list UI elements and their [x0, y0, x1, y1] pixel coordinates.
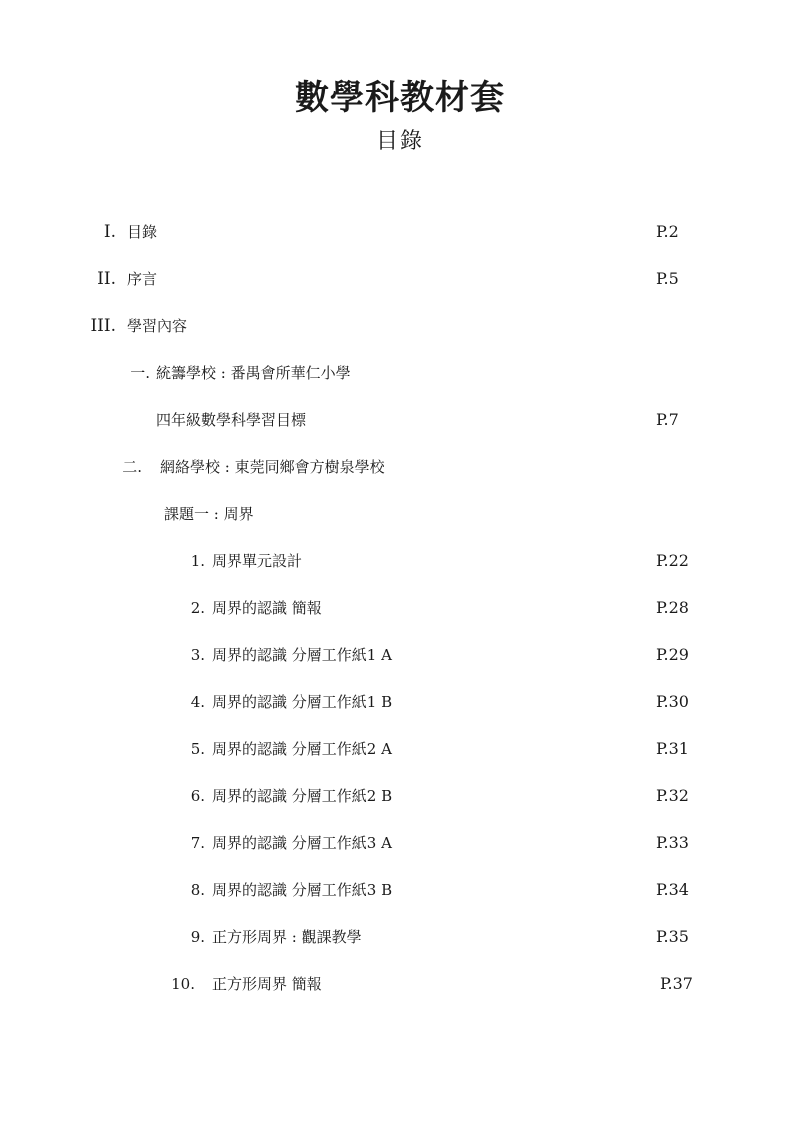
- toc-entry-text: 正方形周界 簡報: [212, 975, 322, 993]
- toc-entry-page: P.33: [656, 833, 689, 852]
- toc-entry-page: P.32: [656, 786, 689, 805]
- toc-entry-page: P.22: [656, 551, 689, 570]
- toc-entry-page: P.28: [656, 598, 689, 617]
- toc-entry-number: 一.: [130, 364, 150, 382]
- toc-entry-text: 周界的認識 分層工作紙1 A: [212, 646, 392, 664]
- toc-entry-9: [0, 596, 800, 620]
- toc-entry-2: [0, 267, 800, 291]
- toc-entry-number: 3.: [190, 646, 205, 664]
- toc-entry-1: [0, 220, 800, 244]
- toc-entry-text: 序言: [127, 270, 158, 288]
- toc-entry-13: [0, 784, 800, 808]
- toc-entry-text: 周界的認識 分層工作紙3 B: [212, 881, 393, 899]
- toc-entry-number: II.: [97, 269, 116, 289]
- toc-entry-12: [0, 737, 800, 761]
- toc-entry-text: 周界的認識 分層工作紙2 A: [212, 740, 392, 758]
- toc-entry-text: 統籌學校 : 番禺會所華仁小學: [156, 364, 351, 382]
- toc-entry-page: P.5: [656, 269, 679, 288]
- toc-entry-14: [0, 831, 800, 855]
- toc-entry-text: 課題一 : 周界: [164, 505, 254, 523]
- document-title: 數學科教材套: [295, 78, 505, 118]
- toc-entry-7: [0, 502, 800, 526]
- document-subtitle: 目錄: [375, 129, 424, 154]
- toc-entry-10: [0, 643, 800, 667]
- toc-entry-4: [0, 361, 800, 385]
- toc-entry-text: 四年級數學科學習目標: [156, 411, 307, 429]
- toc-entry-text: 學習內容: [127, 317, 188, 335]
- toc-entry-number: 4.: [190, 693, 205, 711]
- toc-entry-number: 6.: [190, 787, 205, 805]
- toc-entry-page: P.7: [656, 410, 679, 429]
- toc-entry-text: 周界的認識 簡報: [212, 599, 322, 617]
- toc-entry-number: 1.: [190, 552, 205, 570]
- toc-entry-8: [0, 549, 800, 573]
- toc-entry-number: I.: [103, 222, 116, 242]
- toc-entry-number: 二.: [122, 458, 142, 476]
- toc-entry-text: 周界的認識 分層工作紙2 B: [212, 787, 393, 805]
- toc-entry-page: P.37: [660, 974, 693, 993]
- toc-entry-page: P.29: [656, 645, 689, 664]
- toc-entry-page: P.2: [656, 222, 679, 241]
- toc-entry-text: 目錄: [127, 223, 158, 241]
- toc-entry-number: 7.: [190, 834, 205, 852]
- toc-entry-11: [0, 690, 800, 714]
- toc-entry-number: 10.: [171, 975, 195, 993]
- toc-entry-page: P.30: [656, 692, 689, 711]
- toc-entry-17: [0, 972, 800, 996]
- toc-entry-page: P.34: [656, 880, 689, 899]
- toc-entry-16: [0, 925, 800, 949]
- toc-entry-number: III.: [90, 316, 116, 336]
- toc-entry-number: 2.: [190, 599, 205, 617]
- toc-entry-text: 網絡學校 : 東莞同鄉會方樹泉學校: [160, 458, 385, 476]
- toc-entry-5: [0, 408, 800, 432]
- toc-entry-page: P.35: [656, 927, 689, 946]
- toc-entry-text: 正方形周界 : 觀課教學: [212, 928, 362, 946]
- toc-entry-number: 8.: [190, 881, 205, 899]
- toc-entry-text: 周界的認識 分層工作紙1 B: [212, 693, 393, 711]
- toc-entry-text: 周界的認識 分層工作紙3 A: [212, 834, 392, 852]
- toc-entry-number: 5.: [190, 740, 205, 758]
- toc-entry-page: P.31: [656, 739, 689, 758]
- toc-entry-15: [0, 878, 800, 902]
- toc-entry-6: [0, 455, 800, 479]
- toc-entry-number: 9.: [190, 928, 205, 946]
- toc-entry-text: 周界單元設計: [212, 552, 303, 570]
- toc-entry-3: [0, 314, 800, 338]
